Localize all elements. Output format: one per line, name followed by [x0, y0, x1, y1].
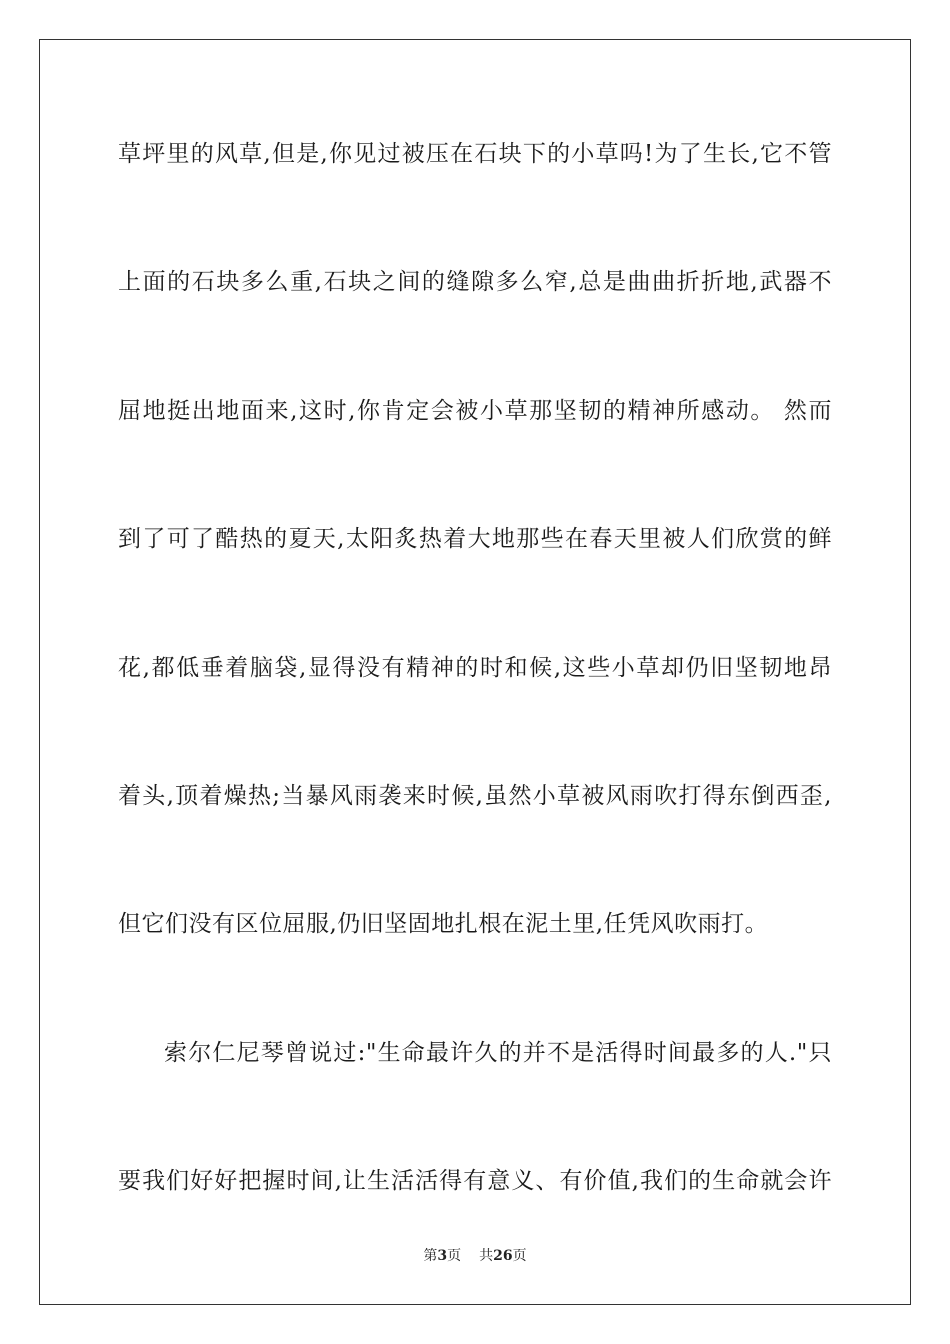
- page-footer: [0, 1245, 950, 1265]
- text-line-1: 草坪里的风草,但是,你见过被压在石块下的小草吗!为了生长,它不管: [118, 141, 832, 167]
- text-line-4: 到了可了酷热的夏天,太阳炙热着大地那些在春天里被人们欣赏的鲜: [118, 526, 832, 553]
- footer-page-prefix: 第: [423, 1248, 438, 1264]
- text-line-5: 花,都低垂着脑袋,显得没有精神的时和候,这些小草却仍旧坚韧地昂: [118, 654, 832, 681]
- text-line-9: 要我们好好把握时间,让生活活得有意义、有价值,我们的生命就会许: [118, 1168, 832, 1195]
- footer-total-pages: 26: [493, 1248, 513, 1264]
- text-line-7: 但它们没有区位屈服,仍旧坚固地扎根在泥土里,任凭风吹雨打。: [118, 911, 769, 938]
- footer-total-prefix: 共: [479, 1248, 494, 1264]
- text-line-3: 屈地挺出地面来,这时,你肯定会被小草那坚韧的精神所感动。 然而: [118, 397, 832, 424]
- footer-total-suffix: 页: [512, 1248, 527, 1264]
- text-line-8: 索尔仁尼琴曾说过:"生命最许久的并不是活得时间最多的人."只: [164, 1039, 832, 1066]
- footer-page-suffix: 页: [447, 1248, 462, 1264]
- text-line-2: 上面的石块多么重,石块之间的缝隙多么窄,总是曲曲折折地,武器不: [118, 269, 832, 296]
- footer-page-number: 3: [437, 1248, 448, 1264]
- text-line-6: 着头,顶着燥热;当暴风雨袭来时候,虽然小草被风雨吹打得东倒西歪,: [118, 782, 832, 809]
- document-body: [118, 125, 832, 1281]
